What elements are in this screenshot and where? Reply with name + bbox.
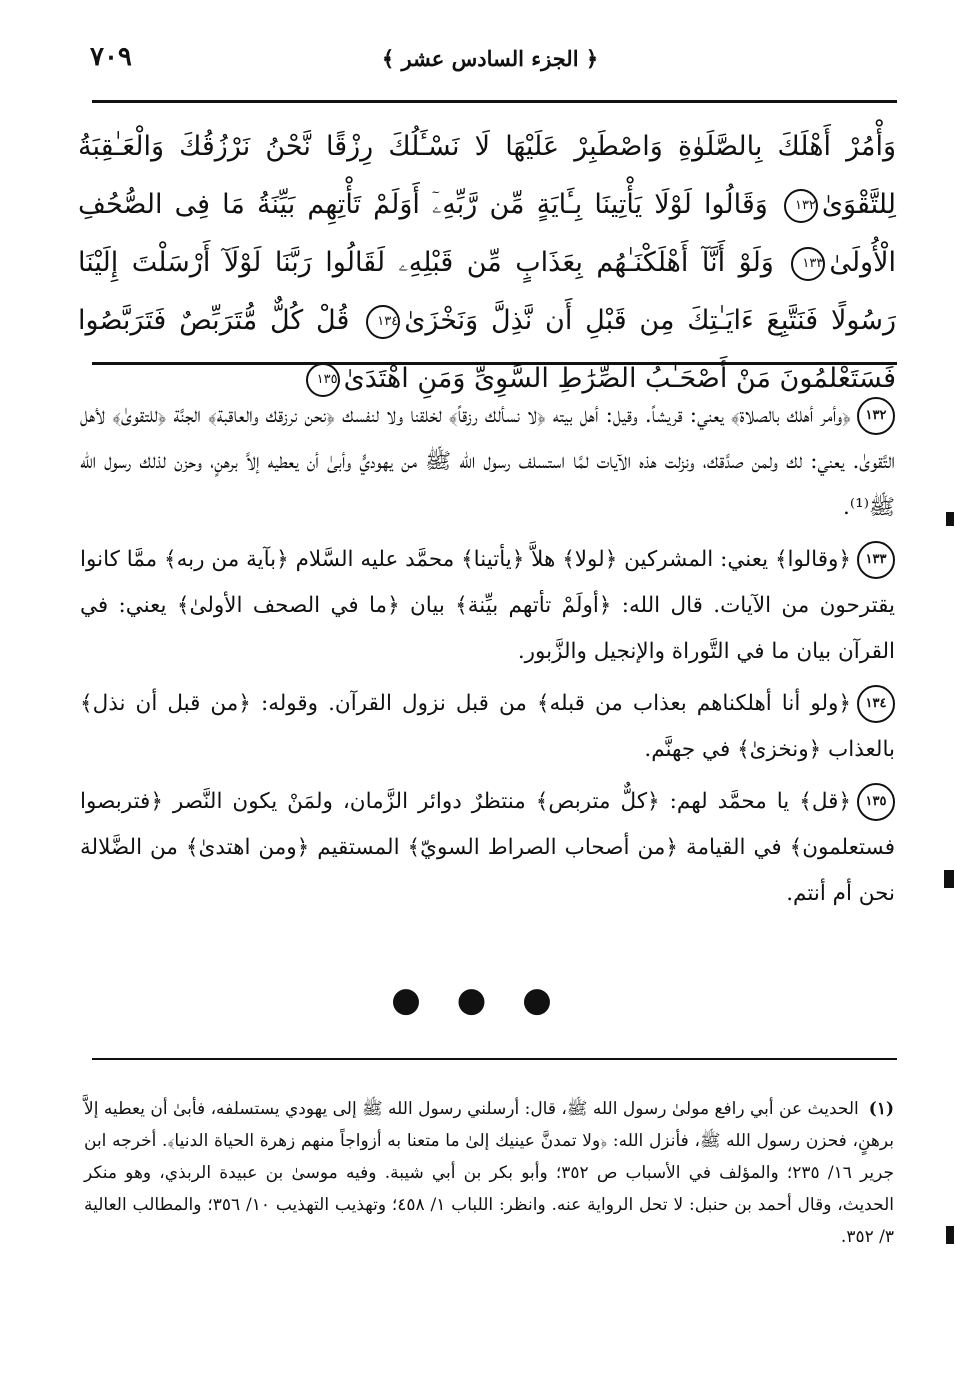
tafsir-entry (80, 681, 895, 773)
tafsir-commentary (80, 393, 895, 923)
tafsir-entry (80, 537, 895, 675)
quran-bottom-rule (92, 362, 897, 365)
verse-number-marker: ١٣٢ (784, 189, 818, 223)
footnote (84, 1093, 894, 1253)
footnote-text: الحديث عن أبي رافع مولىٰ رسول الله ﷺ، قال: أرسلني رسول الله ﷺ إلى يهودي يستسلفه، فأبىٰ أن يعطيه إلاَّ برهنٍ، فحزن رسول الله ﷺ، فأنزل الله: ﴿ولا تمدنَّ عينيك إلىٰ ما متعنا به أزواجاً منهم زهرة الحياة الدنيا﴾. أخرجه ابن جرير ١٦/ ٢٣٥؛ والمؤلف في الأسباب ص ٣٥٢؛ وأبو بكر بن أبي شيبة. وفيه موسىٰ بن عبيدة الربذي، وهو منكر الحديث، وقال أحمد بن حنبل: لا تحل الرواية عنه. وانظر: اللباب ١/ ٤٥٨؛ وتهذيب التهذيب ١٠/ ٣٥٦؛ والمطالب العالية ٣/ ٣٥٢. (84, 1099, 895, 1247)
verse-number-badge: ١٣٢ (857, 397, 895, 435)
tafsir-text: ﴿قل﴾ يا محمَّد لهم: ﴿كلٌّ متربص﴾ منتظرٌ دوائر الزَّمان، ولمَنْ يكون النَّصر ﴿فتربصوا فستعلمون﴾ في القيامة ﴿من أصحاب الصراط السويّ﴾ المستقيم ﴿ومن اهتدىٰ﴾ من الضَّلالة نحن أم أنتم. (80, 789, 895, 906)
page-number: ٧٠٩ (90, 42, 132, 72)
tafsir-text: ﴿ولو أنا أهلكناهم بعذاب من قبله﴾ من قبل نزول القرآن. وقوله: ﴿من قبل أن نذل﴾ بالعذاب ﴿ونخزىٰ﴾ في جهنَّم. (80, 691, 895, 762)
footnote-rule (92, 1058, 897, 1060)
tafsir-entry (80, 779, 895, 917)
page-header (90, 42, 890, 82)
verse-number-badge: ١٣٤ (857, 685, 895, 723)
verse-number-marker: ١٣٤ (366, 305, 400, 339)
verse-number-marker: ١٣٥ (306, 363, 340, 397)
quran-verse: وَأْمُرْ أَهْلَكَ بِالصَّلَوٰةِ وَاصْطَبِرْ عَلَيْهَا لَا نَسْـَٔلُكَ رِزْقًا نَّحْنُ نَرْزُقُكَ وَالْعَـٰقِبَةُ لِلتَّقْوَىٰ (78, 131, 896, 220)
running-head: ﴿ الجزء السادس عشر ﴾ (381, 46, 599, 71)
tafsir-text: ﴿وأمر أهلك بالصلاة﴾ يعني: قريشاً. وقيل: أهل بيته ﴿لا نسألك رزقاً﴾ لخلقنا ولا لنفسك ﴿نحن نرزقك والعاقبة﴾ الجنَّة ﴿للتقوىٰ﴾ لأهل التَّقوىٰ. يعني: لك ولمن صدَّقك، ونزلت هذه الآيات لمَّا استسلف رسول الله ﷺ من يهوديٍّ وأبىٰ أن يعطيه إلاَّ برهنٍ، وحزن لذلك رسول الله ﷺ⁽¹⁾. (80, 403, 895, 520)
verse-number-badge: ١٣٣ (857, 541, 895, 579)
header-rule (92, 100, 897, 103)
scan-edge-mark (944, 870, 954, 888)
quran-verse: قُلْ كُلٌّ مُّتَرَبِّصٌ فَتَرَبَّصُوا فَسَتَعْلَمُونَ مَنْ أَصْحَـٰبُ الصِّرَٰطِ السَّوِىِّ وَمَنِ اهْتَدَىٰ (78, 305, 896, 394)
footnote-number: (١) (868, 1099, 894, 1119)
quran-verse: وَلَوْ أَنَّآ أَهْلَكْنَـٰهُم بِعَذَابٍ مِّن قَبْلِهِۦ لَقَالُوا رَبَّنَا لَوْلَآ أَرْسَلْتَ إِلَيْنَا رَسُولًا فَنَتَّبِعَ ءَايَـٰتِكَ مِن قَبْلِ أَن نَّذِلَّ وَنَخْزَىٰ (78, 247, 896, 336)
tafsir-entry (80, 393, 895, 531)
verse-number-badge: ١٣٥ (857, 783, 895, 821)
tafsir-text: ﴿وقالوا﴾ يعني: المشركين ﴿لولا﴾ هلاَّ ﴿يأتينا﴾ محمَّد عليه السَّلام ﴿بآية من ربه﴾ ممَّا كانوا يقترحون من الآيات. قال الله: ﴿أولَمْ تأتهم بيِّنة﴾ بيان ﴿ما في الصحف الأولىٰ﴾ يعني: في القرآن بيان ما في التَّوراة والإنجيل والزَّبور. (80, 547, 895, 664)
verse-number-marker: ١٣٣ (791, 247, 825, 281)
scan-edge-mark (946, 512, 954, 526)
section-separator: ● ● ● (391, 980, 564, 1020)
scan-edge-mark (946, 1226, 954, 1244)
quran-verse: وَقَالُوا لَوْلَا يَأْتِينَا بِـَٔايَةٍ مِّن رَّبِّهِۦٓ أَوَلَمْ تَأْتِهِم بَيِّنَةُ مَا فِى الصُّحُفِ الْأُولَىٰ (78, 189, 896, 278)
